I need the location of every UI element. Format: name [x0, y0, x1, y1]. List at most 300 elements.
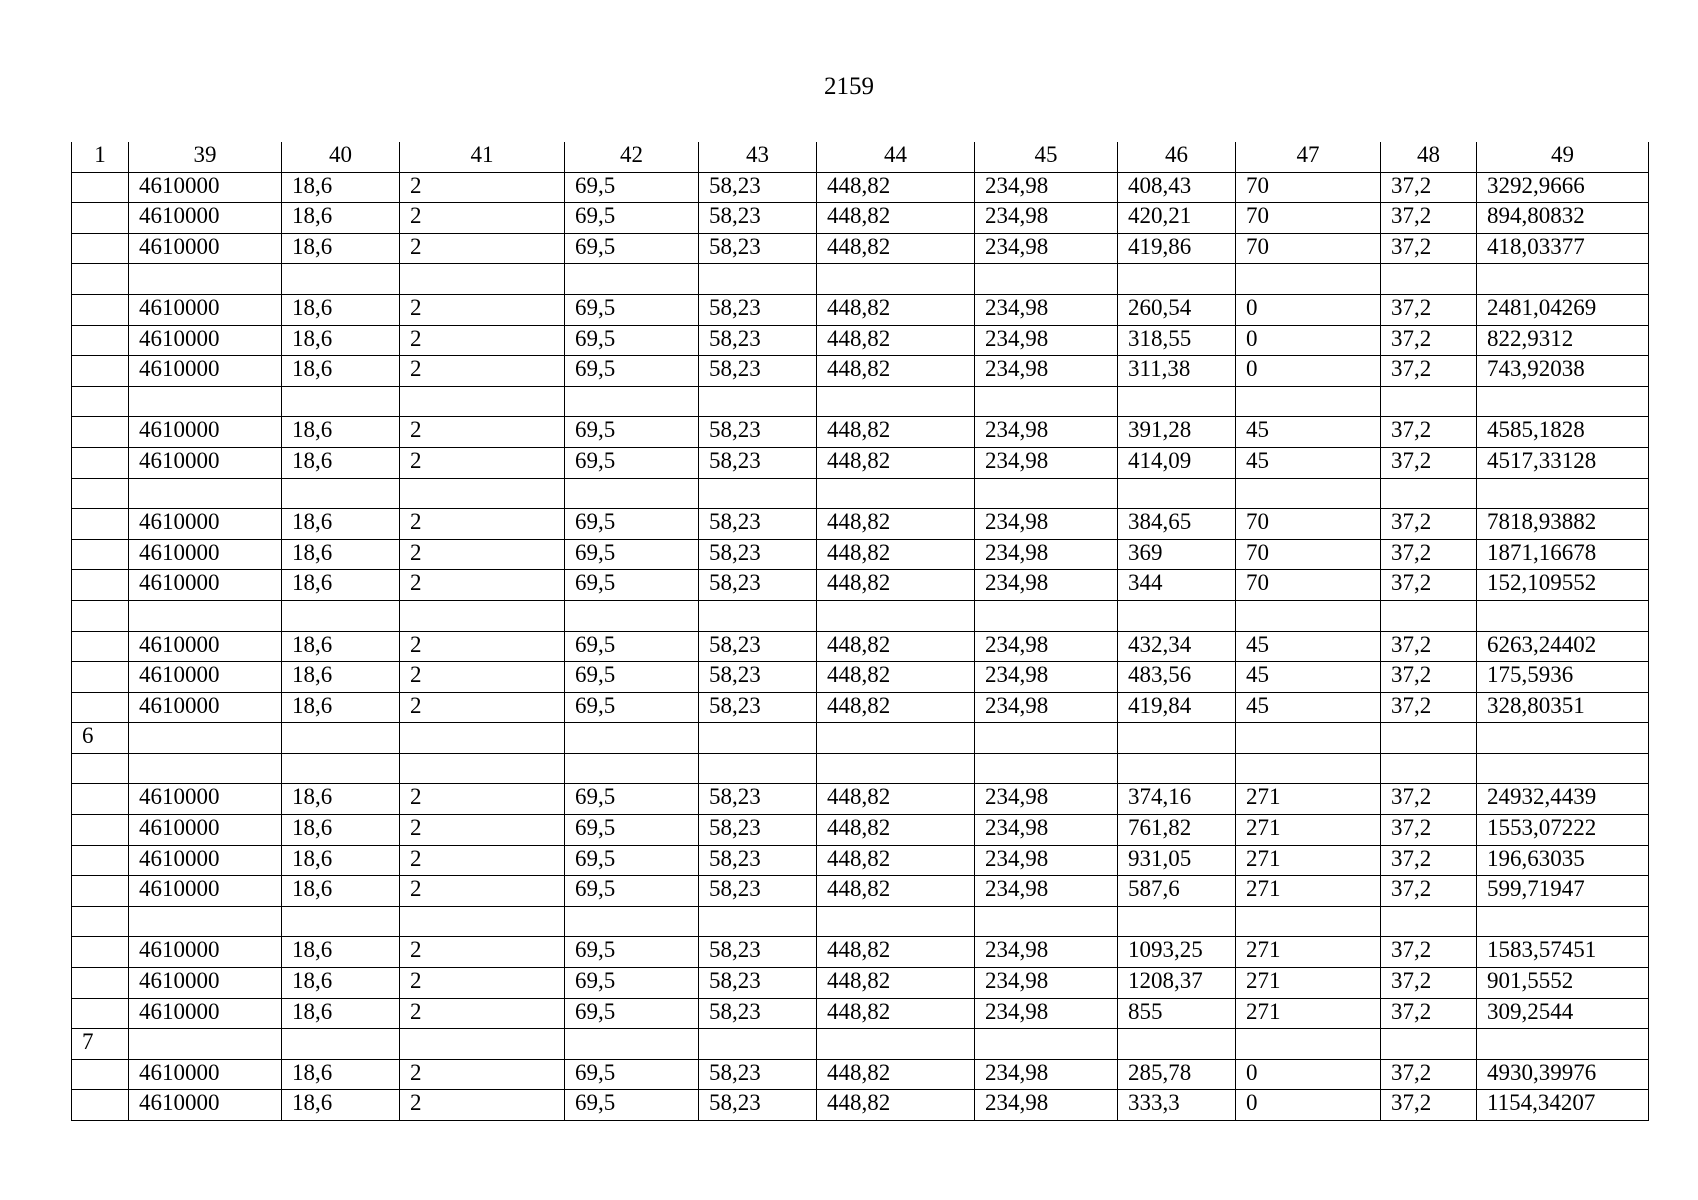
table-cell: 18,6 — [282, 509, 400, 540]
table-cell — [1118, 906, 1236, 937]
table-cell: 448,82 — [817, 968, 975, 999]
table-cell: 448,82 — [817, 325, 975, 356]
table-cell: 18,6 — [282, 662, 400, 693]
table-cell — [817, 906, 975, 937]
table-cell: 2 — [400, 570, 565, 601]
table-cell: 448,82 — [817, 203, 975, 234]
table-cell — [699, 1029, 817, 1060]
table-cell — [129, 264, 282, 295]
table-cell: 18,6 — [282, 998, 400, 1029]
table-cell: 37,2 — [1381, 784, 1477, 815]
table-cell: 0 — [1236, 356, 1381, 387]
table-cell: 448,82 — [817, 998, 975, 1029]
table-cell — [282, 906, 400, 937]
table-cell: 2 — [400, 815, 565, 846]
table-cell: 234,98 — [975, 570, 1118, 601]
table-cell — [1118, 753, 1236, 784]
table-cell: 4610000 — [129, 172, 282, 203]
table-cell: 2 — [400, 784, 565, 815]
table-cell: 2 — [400, 1059, 565, 1090]
table-cell — [565, 386, 699, 417]
table-cell — [72, 784, 129, 815]
table-cell — [1236, 386, 1381, 417]
table-cell — [129, 906, 282, 937]
table-cell: 45 — [1236, 692, 1381, 723]
column-header: 1 — [72, 142, 129, 172]
table-cell: 2 — [400, 631, 565, 662]
table-cell — [72, 478, 129, 509]
column-header: 45 — [975, 142, 1118, 172]
table-cell: 271 — [1236, 998, 1381, 1029]
table-cell: 58,23 — [699, 937, 817, 968]
table-cell: 37,2 — [1381, 325, 1477, 356]
table-cell: 70 — [1236, 172, 1381, 203]
table-cell: 18,6 — [282, 968, 400, 999]
table-cell: 448,82 — [817, 539, 975, 570]
table-cell: 70 — [1236, 233, 1381, 264]
table-cell — [400, 1029, 565, 1060]
table-cell — [129, 723, 282, 754]
table-row — [72, 386, 1649, 417]
table-cell: 4610000 — [129, 417, 282, 448]
table-cell: 37,2 — [1381, 203, 1477, 234]
table-cell — [817, 264, 975, 295]
table-cell: 37,2 — [1381, 447, 1477, 478]
table-cell — [1118, 723, 1236, 754]
table-cell — [565, 264, 699, 295]
table-cell: 2 — [400, 417, 565, 448]
table-cell: 69,5 — [565, 233, 699, 264]
table-cell: 4610000 — [129, 876, 282, 907]
table-cell: 419,84 — [1118, 692, 1236, 723]
table-cell: 234,98 — [975, 294, 1118, 325]
table-cell — [72, 968, 129, 999]
table-row — [72, 906, 1649, 937]
table-cell: 58,23 — [699, 1090, 817, 1121]
table-cell — [565, 1029, 699, 1060]
table-row — [72, 233, 1649, 264]
table-cell: 4610000 — [129, 662, 282, 693]
table-cell: 4610000 — [129, 447, 282, 478]
table-cell — [72, 509, 129, 540]
table-cell — [699, 906, 817, 937]
table-cell — [1381, 264, 1477, 295]
table-cell: 58,23 — [699, 356, 817, 387]
table-cell: 0 — [1236, 294, 1381, 325]
table-cell — [1236, 906, 1381, 937]
table-cell: 69,5 — [565, 172, 699, 203]
table-cell: 448,82 — [817, 1059, 975, 1090]
table-cell: 2481,04269 — [1477, 294, 1649, 325]
table-cell: 4610000 — [129, 509, 282, 540]
table-header-row — [72, 142, 1649, 172]
table-cell — [1381, 600, 1477, 631]
table-cell — [72, 937, 129, 968]
table-cell: 37,2 — [1381, 417, 1477, 448]
table-cell — [129, 386, 282, 417]
table-row — [72, 570, 1649, 601]
table-cell — [129, 753, 282, 784]
table-cell — [72, 815, 129, 846]
table-cell: 4610000 — [129, 968, 282, 999]
table-cell — [282, 600, 400, 631]
table-cell: 2 — [400, 1090, 565, 1121]
table-cell — [400, 723, 565, 754]
table-cell — [129, 1029, 282, 1060]
table-cell — [1118, 386, 1236, 417]
table-cell — [1477, 906, 1649, 937]
table-cell: 69,5 — [565, 998, 699, 1029]
table-cell: 4610000 — [129, 998, 282, 1029]
table-cell — [72, 203, 129, 234]
table-cell: 2 — [400, 294, 565, 325]
table-cell: 234,98 — [975, 937, 1118, 968]
table-cell: 70 — [1236, 203, 1381, 234]
table-cell: 418,03377 — [1477, 233, 1649, 264]
table-cell: 69,5 — [565, 631, 699, 662]
table-cell — [975, 600, 1118, 631]
table-cell: 419,86 — [1118, 233, 1236, 264]
table-cell: 448,82 — [817, 1090, 975, 1121]
table-cell: 448,82 — [817, 172, 975, 203]
column-header: 42 — [565, 142, 699, 172]
table-cell — [72, 539, 129, 570]
table-cell — [975, 906, 1118, 937]
table-cell — [1236, 753, 1381, 784]
table-cell: 1093,25 — [1118, 937, 1236, 968]
table-cell: 234,98 — [975, 876, 1118, 907]
table-cell: 58,23 — [699, 1059, 817, 1090]
table-cell: 37,2 — [1381, 539, 1477, 570]
table-row — [72, 264, 1649, 295]
table-cell — [699, 478, 817, 509]
table-cell: 855 — [1118, 998, 1236, 1029]
table-cell: 58,23 — [699, 968, 817, 999]
table-cell: 448,82 — [817, 631, 975, 662]
table-cell: 234,98 — [975, 325, 1118, 356]
table-cell: 0 — [1236, 1090, 1381, 1121]
table-cell — [282, 753, 400, 784]
table-cell: 448,82 — [817, 570, 975, 601]
table-cell: 260,54 — [1118, 294, 1236, 325]
table-cell: 45 — [1236, 417, 1381, 448]
table-cell: 4930,39976 — [1477, 1059, 1649, 1090]
table-cell: 2 — [400, 539, 565, 570]
table-cell — [1118, 478, 1236, 509]
table-cell: 37,2 — [1381, 876, 1477, 907]
table-cell: 234,98 — [975, 447, 1118, 478]
table-cell: 69,5 — [565, 937, 699, 968]
table-cell: 414,09 — [1118, 447, 1236, 478]
table-cell: 448,82 — [817, 233, 975, 264]
data-table — [71, 142, 1649, 1121]
table-cell: 4610000 — [129, 539, 282, 570]
table-cell — [72, 1059, 129, 1090]
table-cell — [699, 600, 817, 631]
table-cell: 234,98 — [975, 1090, 1118, 1121]
table-cell: 18,6 — [282, 1059, 400, 1090]
table-cell — [72, 447, 129, 478]
table-cell — [1477, 478, 1649, 509]
table-cell: 37,2 — [1381, 662, 1477, 693]
table-cell: 18,6 — [282, 692, 400, 723]
table-cell: 271 — [1236, 815, 1381, 846]
table-cell: 448,82 — [817, 662, 975, 693]
table-cell: 18,6 — [282, 1090, 400, 1121]
table-cell: 761,82 — [1118, 815, 1236, 846]
table-row — [72, 631, 1649, 662]
table-cell — [1236, 478, 1381, 509]
table-row — [72, 539, 1649, 570]
table-cell: 285,78 — [1118, 1059, 1236, 1090]
table-cell: 234,98 — [975, 815, 1118, 846]
table-cell — [400, 753, 565, 784]
table-row — [72, 478, 1649, 509]
table-cell: 2 — [400, 876, 565, 907]
table-cell — [1477, 264, 1649, 295]
table-cell — [129, 600, 282, 631]
table-cell: 448,82 — [817, 692, 975, 723]
table-cell: 18,6 — [282, 447, 400, 478]
table-cell: 7818,93882 — [1477, 509, 1649, 540]
table-row — [72, 172, 1649, 203]
table-cell: 37,2 — [1381, 570, 1477, 601]
table-cell: 234,98 — [975, 539, 1118, 570]
table-cell — [975, 1029, 1118, 1060]
column-header: 43 — [699, 142, 817, 172]
column-header: 40 — [282, 142, 400, 172]
table-cell: 37,2 — [1381, 937, 1477, 968]
table-row — [72, 784, 1649, 815]
table-cell: 391,28 — [1118, 417, 1236, 448]
table-cell: 4610000 — [129, 570, 282, 601]
table-cell: 448,82 — [817, 937, 975, 968]
table-cell — [1477, 753, 1649, 784]
table-cell — [1477, 600, 1649, 631]
table-cell: 448,82 — [817, 876, 975, 907]
table-cell: 69,5 — [565, 1059, 699, 1090]
table-cell: 58,23 — [699, 203, 817, 234]
table-cell — [817, 723, 975, 754]
table-cell — [72, 570, 129, 601]
table-cell: 234,98 — [975, 356, 1118, 387]
table-cell: 448,82 — [817, 845, 975, 876]
table-cell: 901,5552 — [1477, 968, 1649, 999]
table-cell: 37,2 — [1381, 509, 1477, 540]
table-cell — [565, 753, 699, 784]
table-cell — [72, 631, 129, 662]
table-cell — [1381, 906, 1477, 937]
table-cell: 333,3 — [1118, 1090, 1236, 1121]
table-cell — [565, 600, 699, 631]
table-cell: 234,98 — [975, 662, 1118, 693]
table-cell: 448,82 — [817, 509, 975, 540]
table-cell: 69,5 — [565, 570, 699, 601]
table-cell — [72, 692, 129, 723]
table-cell: 58,23 — [699, 631, 817, 662]
table-cell — [1477, 1029, 1649, 1060]
table-cell: 1583,57451 — [1477, 937, 1649, 968]
table-cell — [72, 386, 129, 417]
table-cell: 45 — [1236, 662, 1381, 693]
table-cell — [1236, 723, 1381, 754]
table-cell: 58,23 — [699, 570, 817, 601]
table-cell: 2 — [400, 509, 565, 540]
table-cell: 448,82 — [817, 447, 975, 478]
table-cell: 58,23 — [699, 325, 817, 356]
table-cell: 58,23 — [699, 447, 817, 478]
column-header: 44 — [817, 142, 975, 172]
table-row — [72, 1059, 1649, 1090]
table-cell: 4517,33128 — [1477, 447, 1649, 478]
table-cell — [72, 417, 129, 448]
table-cell — [817, 600, 975, 631]
table-row — [72, 723, 1649, 754]
table-cell — [565, 478, 699, 509]
table-cell: 69,5 — [565, 203, 699, 234]
table-cell — [1381, 723, 1477, 754]
table-cell: 58,23 — [699, 662, 817, 693]
table-cell: 69,5 — [565, 539, 699, 570]
table-cell: 18,6 — [282, 172, 400, 203]
table-cell: 6263,24402 — [1477, 631, 1649, 662]
table-cell: 2 — [400, 203, 565, 234]
table-cell: 37,2 — [1381, 845, 1477, 876]
table-cell — [699, 264, 817, 295]
table-row — [72, 845, 1649, 876]
table-cell: 0 — [1236, 1059, 1381, 1090]
table-cell — [699, 386, 817, 417]
table-cell: 58,23 — [699, 845, 817, 876]
table-cell — [975, 478, 1118, 509]
table-cell: 234,98 — [975, 784, 1118, 815]
table-cell — [1381, 478, 1477, 509]
table-cell: 599,71947 — [1477, 876, 1649, 907]
table-cell: 318,55 — [1118, 325, 1236, 356]
table-cell: 822,9312 — [1477, 325, 1649, 356]
table-row — [72, 600, 1649, 631]
table-cell — [400, 600, 565, 631]
table-cell — [72, 876, 129, 907]
table-cell — [1118, 600, 1236, 631]
table-cell: 234,98 — [975, 417, 1118, 448]
table-cell: 483,56 — [1118, 662, 1236, 693]
table-cell: 58,23 — [699, 172, 817, 203]
table-cell: 271 — [1236, 968, 1381, 999]
table-cell — [817, 386, 975, 417]
table-cell: 1871,16678 — [1477, 539, 1649, 570]
table-cell — [817, 478, 975, 509]
table-row — [72, 509, 1649, 540]
table-row — [72, 325, 1649, 356]
table-cell: 234,98 — [975, 692, 1118, 723]
table-row — [72, 417, 1649, 448]
table-cell: 234,98 — [975, 172, 1118, 203]
table-cell: 309,2544 — [1477, 998, 1649, 1029]
table-cell: 4585,1828 — [1477, 417, 1649, 448]
table-cell — [817, 1029, 975, 1060]
table-cell — [1118, 264, 1236, 295]
table-cell: 152,109552 — [1477, 570, 1649, 601]
table-cell — [72, 1090, 129, 1121]
table-cell — [282, 723, 400, 754]
column-header: 49 — [1477, 142, 1649, 172]
table-cell: 271 — [1236, 845, 1381, 876]
table-cell: 18,6 — [282, 539, 400, 570]
table-cell: 69,5 — [565, 294, 699, 325]
table-row — [72, 753, 1649, 784]
table-cell: 37,2 — [1381, 1059, 1477, 1090]
table-cell: 234,98 — [975, 203, 1118, 234]
table-cell: 311,38 — [1118, 356, 1236, 387]
table-cell: 69,5 — [565, 325, 699, 356]
table-cell: 2 — [400, 998, 565, 1029]
table-cell: 37,2 — [1381, 294, 1477, 325]
table-cell: 4610000 — [129, 356, 282, 387]
table-cell — [1477, 386, 1649, 417]
table-cell — [72, 906, 129, 937]
table-cell: 2 — [400, 968, 565, 999]
table-cell: 4610000 — [129, 294, 282, 325]
table-cell: 18,6 — [282, 570, 400, 601]
table-cell: 1553,07222 — [1477, 815, 1649, 846]
table-cell — [72, 662, 129, 693]
table-cell: 432,34 — [1118, 631, 1236, 662]
table-row — [72, 815, 1649, 846]
table-cell — [1381, 1029, 1477, 1060]
table-cell: 58,23 — [699, 233, 817, 264]
table-cell — [565, 906, 699, 937]
table-cell: 69,5 — [565, 417, 699, 448]
page-number: 2159 — [824, 73, 874, 100]
table-cell: 175,5936 — [1477, 662, 1649, 693]
table-cell: 4610000 — [129, 937, 282, 968]
table-cell: 69,5 — [565, 692, 699, 723]
table-cell: 37,2 — [1381, 998, 1477, 1029]
table-cell: 2 — [400, 172, 565, 203]
table-cell: 234,98 — [975, 631, 1118, 662]
table-cell: 70 — [1236, 539, 1381, 570]
table-cell: 6 — [72, 723, 129, 754]
table-cell — [1236, 600, 1381, 631]
table-cell: 37,2 — [1381, 356, 1477, 387]
table-cell: 448,82 — [817, 294, 975, 325]
table-cell — [72, 172, 129, 203]
table-row — [72, 937, 1649, 968]
table-cell — [282, 478, 400, 509]
table-cell: 69,5 — [565, 356, 699, 387]
table-cell: 37,2 — [1381, 233, 1477, 264]
table-cell: 70 — [1236, 509, 1381, 540]
table-cell: 1154,34207 — [1477, 1090, 1649, 1121]
table-cell: 1208,37 — [1118, 968, 1236, 999]
table-cell — [1381, 753, 1477, 784]
table-cell — [975, 753, 1118, 784]
table-cell — [72, 600, 129, 631]
table-cell: 4610000 — [129, 692, 282, 723]
table-row — [72, 692, 1649, 723]
table-row — [72, 876, 1649, 907]
table-cell: 448,82 — [817, 784, 975, 815]
table-cell: 271 — [1236, 784, 1381, 815]
table-cell: 234,98 — [975, 1059, 1118, 1090]
table-cell: 234,98 — [975, 968, 1118, 999]
table-cell: 69,5 — [565, 509, 699, 540]
table-cell: 58,23 — [699, 998, 817, 1029]
table-cell — [400, 264, 565, 295]
table-cell: 18,6 — [282, 203, 400, 234]
table-cell: 58,23 — [699, 509, 817, 540]
